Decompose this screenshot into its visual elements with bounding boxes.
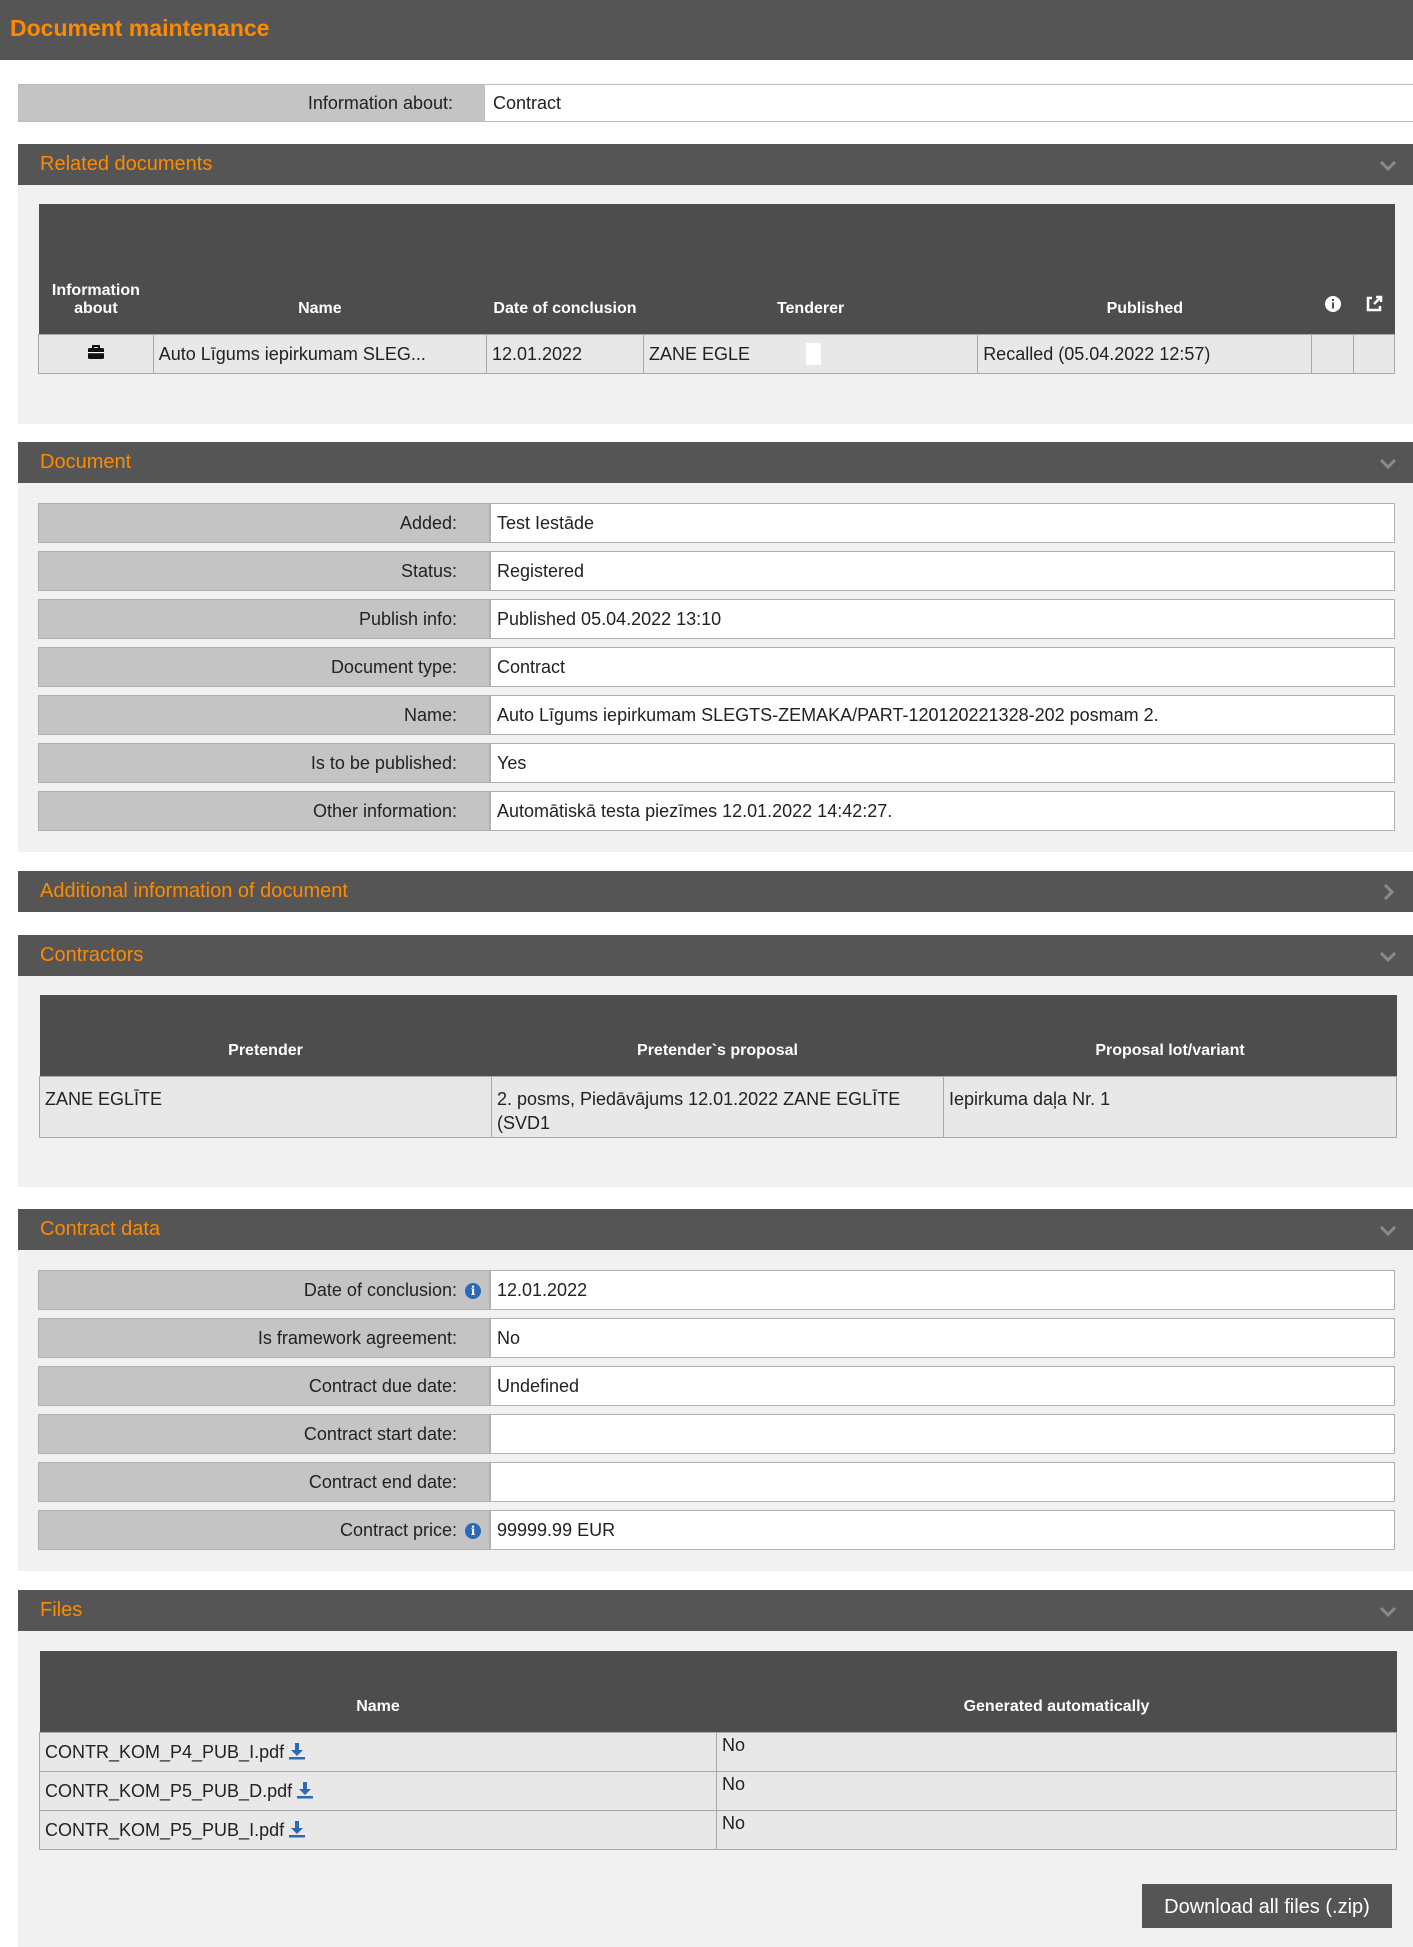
field-label: Name: <box>38 695 490 735</box>
field-row-other-information <box>38 791 1395 831</box>
field-value: Test Iestāde <box>490 503 1395 543</box>
row-date-cell: 12.01.2022 <box>486 334 643 373</box>
field-label: Contract end date: <box>38 1462 490 1502</box>
field-value: Registered <box>490 551 1395 591</box>
external-link-icon <box>1365 295 1383 313</box>
field-label: Added: <box>38 503 490 543</box>
field-label: Document type: <box>38 647 490 687</box>
information-about-label: Information about: <box>19 85 485 121</box>
field-row-is-framework-agreement <box>38 1318 1395 1358</box>
column-header-proposal-lot-variant[interactable]: Proposal lot/variant <box>944 995 1397 1076</box>
field-label: Status: <box>38 551 490 591</box>
field-row-is-to-be-published <box>38 743 1395 783</box>
column-header-pretenders-proposal[interactable]: Pretender`s proposal <box>492 995 944 1076</box>
field-row-status <box>38 551 1395 591</box>
field-row-document-type <box>38 647 1395 687</box>
column-header-name[interactable]: Name <box>153 204 486 334</box>
field-label: Publish info: <box>38 599 490 639</box>
chevron-right-icon[interactable] <box>1379 883 1397 901</box>
generated-automatically-cell: No <box>717 1732 1397 1771</box>
field-value <box>490 1414 1395 1454</box>
file-name: CONTR_KOM_P4_PUB_I.pdf <box>45 1741 285 1762</box>
field-value: Published 05.04.2022 13:10 <box>490 599 1395 639</box>
row-name-cell[interactable]: Auto Līgums iepirkumam SLEG... <box>153 334 486 373</box>
column-header-information-about[interactable]: Information about <box>39 204 154 334</box>
column-header-published[interactable]: Published <box>978 204 1312 334</box>
generated-automatically-cell: No <box>717 1810 1397 1849</box>
field-label <box>38 1510 490 1550</box>
contract-data-title: Contract data <box>40 1218 161 1240</box>
field-value: Automātiskā testa piezīmes 12.01.2022 14:42:27. <box>490 791 1395 831</box>
table-row[interactable] <box>39 334 1395 373</box>
row-information-about-cell <box>39 334 154 373</box>
column-header-external-link <box>1353 204 1394 334</box>
contractors-header[interactable] <box>18 935 1413 976</box>
pretenders-proposal-cell[interactable]: 2. posms, Piedāvājums 12.01.2022 ZANE EGLĪTE (SVD1 <box>492 1076 944 1137</box>
additional-information-title: Additional information of document <box>40 880 348 902</box>
column-header-pretender[interactable]: Pretender <box>40 995 492 1076</box>
field-label: Contract due date: <box>38 1366 490 1406</box>
field-label <box>38 1270 490 1310</box>
info-icon[interactable]: i <box>465 1283 481 1299</box>
field-label-text: Contract price: <box>339 1520 457 1540</box>
field-label: Is framework agreement: <box>38 1318 490 1358</box>
table-row[interactable] <box>40 1076 1397 1137</box>
document-title: Document <box>40 451 132 473</box>
field-value: No <box>490 1318 1395 1358</box>
generated-automatically-cell: No <box>717 1771 1397 1810</box>
tenderer-redaction-box <box>806 343 821 365</box>
download-icon[interactable] <box>296 1781 314 1799</box>
file-name: CONTR_KOM_P5_PUB_I.pdf <box>45 1819 285 1840</box>
field-row-added <box>38 503 1395 543</box>
page-header <box>0 0 1413 60</box>
field-row-contract-end-date <box>38 1462 1395 1502</box>
file-name-cell <box>40 1810 717 1849</box>
column-header-tenderer[interactable]: Tenderer <box>643 204 977 334</box>
additional-information-header[interactable] <box>18 871 1413 912</box>
chevron-down-icon[interactable] <box>1379 1221 1397 1239</box>
additional-information-panel <box>18 871 1413 912</box>
related-documents-header[interactable] <box>18 144 1413 185</box>
contractors-panel <box>18 935 1413 1187</box>
related-documents-panel <box>18 144 1413 424</box>
info-icon[interactable]: i <box>465 1523 481 1539</box>
related-documents-title: Related documents <box>40 153 213 175</box>
field-value: 12.01.2022 <box>490 1270 1395 1310</box>
document-header[interactable] <box>18 442 1413 483</box>
field-label: Is to be published: <box>38 743 490 783</box>
field-row-contract-start-date <box>38 1414 1395 1454</box>
page-title: Document maintenance <box>10 15 270 41</box>
row-tenderer-text: ZANE EGLE <box>648 343 751 364</box>
field-value: Undefined <box>490 1366 1395 1406</box>
file-name-cell <box>40 1771 717 1810</box>
table-row <box>40 1810 1397 1849</box>
briefcase-icon[interactable] <box>87 344 105 360</box>
contract-data-panel <box>18 1209 1413 1571</box>
row-info-cell <box>1312 334 1353 373</box>
files-title: Files <box>40 1599 83 1621</box>
column-header-generated-automatically[interactable]: Generated automatically <box>717 1651 1397 1732</box>
field-label: Contract start date: <box>38 1414 490 1454</box>
field-row-contract-due-date <box>38 1366 1395 1406</box>
column-header-date-of-conclusion[interactable]: Date of conclusion <box>486 204 643 334</box>
row-external-link-cell <box>1353 334 1394 373</box>
field-value: Auto Līgums iepirkumam SLEGTS-ZEMAKA/PART-120120221328-202 posmam 2. <box>490 695 1395 735</box>
chevron-down-icon[interactable] <box>1379 454 1397 472</box>
chevron-down-icon[interactable] <box>1379 1602 1397 1620</box>
download-icon[interactable] <box>288 1742 306 1760</box>
files-header[interactable] <box>18 1590 1413 1631</box>
information-about-row <box>18 84 1413 122</box>
table-row <box>40 1771 1397 1810</box>
row-published-cell: Recalled (05.04.2022 12:57) <box>978 334 1312 373</box>
column-header-file-name[interactable]: Name <box>40 1651 717 1732</box>
field-value: 99999.99 EUR <box>490 1510 1395 1550</box>
contractors-title: Contractors <box>40 944 144 966</box>
table-header-row <box>40 995 1397 1076</box>
info-icon <box>1324 295 1342 313</box>
proposal-lot-variant-cell: Iepirkuma daļa Nr. 1 <box>944 1076 1397 1137</box>
field-value <box>490 1462 1395 1502</box>
download-icon[interactable] <box>288 1820 306 1838</box>
download-all-files-button[interactable]: Download all files (.zip) <box>1142 1884 1392 1928</box>
field-row-publish-info <box>38 599 1395 639</box>
table-row <box>40 1732 1397 1771</box>
chevron-down-icon[interactable] <box>1379 156 1397 174</box>
field-label-text: Date of conclusion: <box>303 1280 457 1300</box>
related-documents-table <box>38 204 1395 374</box>
field-row-name <box>38 695 1395 735</box>
chevron-down-icon[interactable] <box>1379 947 1397 965</box>
row-tenderer-cell <box>643 334 977 373</box>
field-label: Other information: <box>38 791 490 831</box>
field-row-date-of-conclusion <box>38 1270 1395 1310</box>
file-name-cell <box>40 1732 717 1771</box>
document-panel <box>18 442 1413 852</box>
pretender-cell: ZANE EGLĪTE <box>40 1076 492 1137</box>
field-row-contract-price <box>38 1510 1395 1550</box>
table-header-row <box>40 1651 1397 1732</box>
column-header-info <box>1312 204 1353 334</box>
contract-data-header[interactable] <box>18 1209 1413 1250</box>
table-header-row <box>39 204 1395 334</box>
information-about-value: Contract <box>493 93 562 113</box>
file-name: CONTR_KOM_P5_PUB_D.pdf <box>45 1780 293 1801</box>
field-value: Yes <box>490 743 1395 783</box>
files-table <box>39 1651 1397 1850</box>
field-value: Contract <box>490 647 1395 687</box>
contractors-table <box>39 995 1397 1138</box>
